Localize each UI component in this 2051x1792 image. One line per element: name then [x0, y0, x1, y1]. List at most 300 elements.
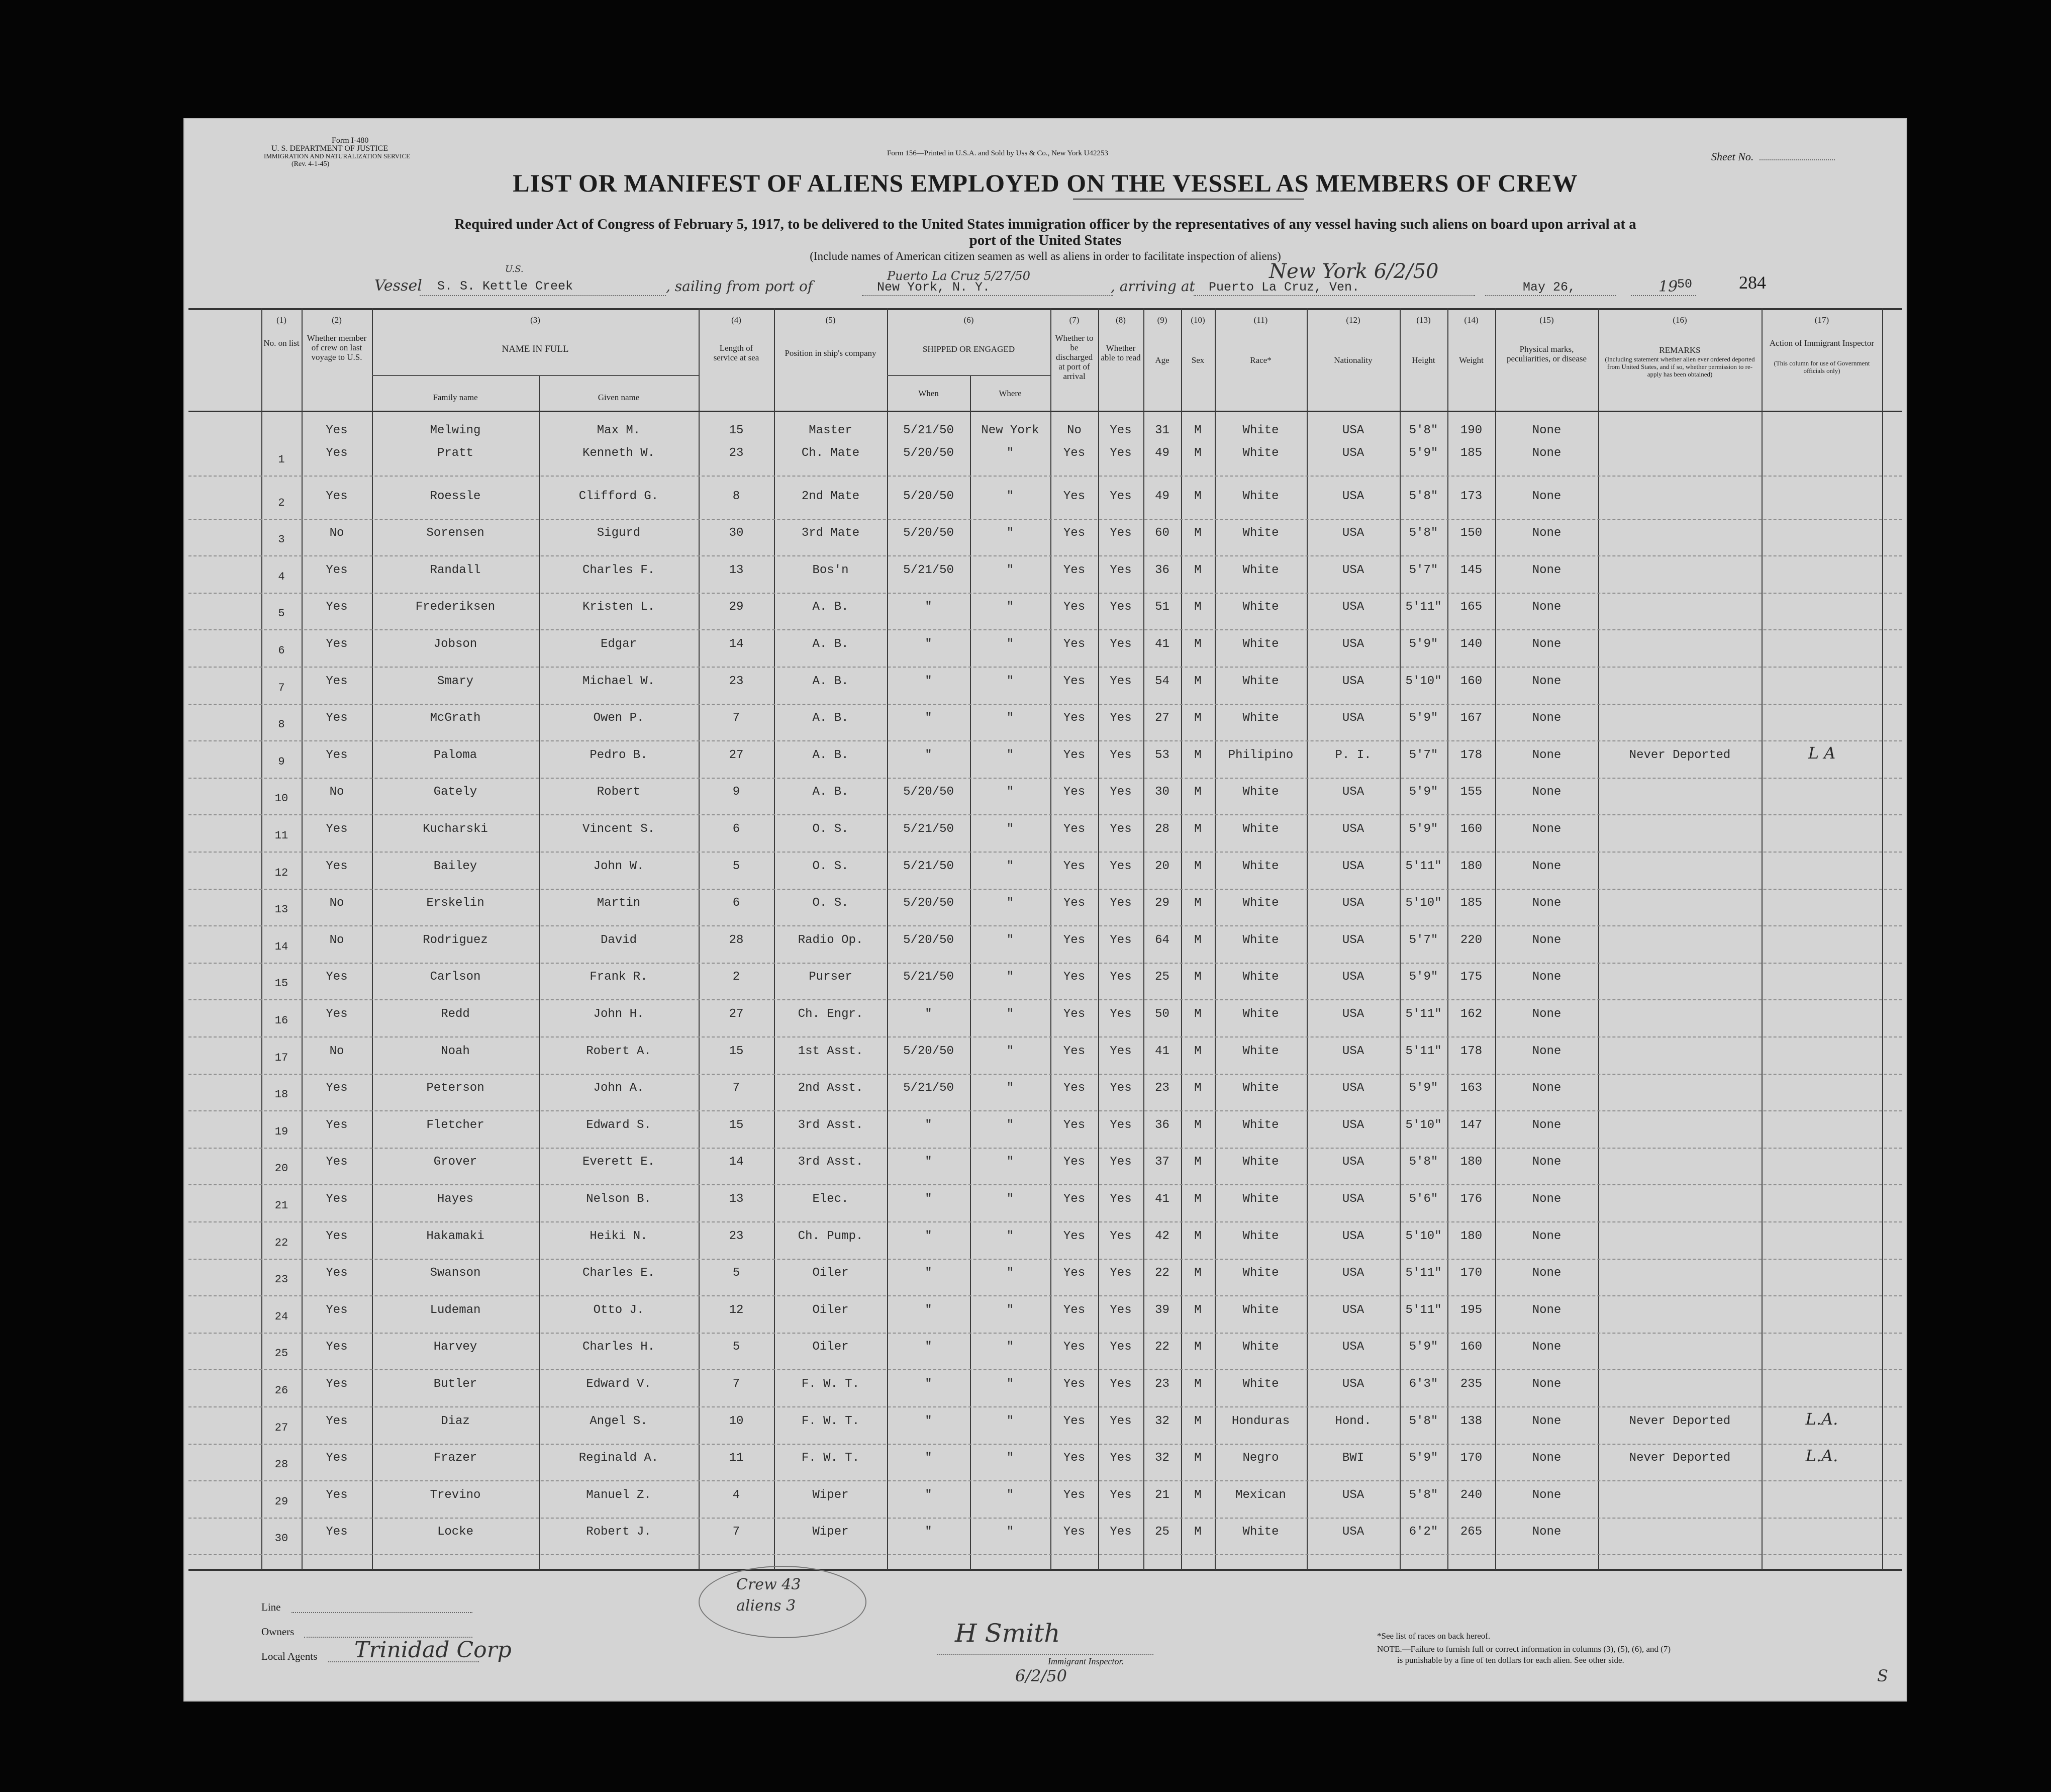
race: White — [1242, 600, 1279, 614]
family-name: Pratt — [437, 446, 473, 460]
length-of-service: 15 — [729, 1044, 744, 1058]
shipped-where: " — [1006, 1192, 1014, 1206]
shipped-when: " — [925, 1377, 932, 1391]
table-row — [183, 526, 1907, 562]
physical-marks: None — [1532, 600, 1561, 614]
length-of-service: 4 — [732, 1488, 740, 1502]
weight: 220 — [1460, 933, 1483, 947]
discharged: Yes — [1063, 1525, 1086, 1539]
col-7-number: (7) — [1069, 315, 1080, 325]
height: 5'8" — [1409, 489, 1438, 503]
sex: M — [1194, 933, 1202, 947]
family-name: Harvey — [433, 1340, 477, 1354]
list-number: 2 — [278, 496, 285, 509]
discharged: Yes — [1063, 674, 1086, 688]
age: 30 — [1155, 785, 1169, 799]
given-name: Edward S. — [586, 1118, 651, 1132]
height: 5'9" — [1409, 1451, 1438, 1465]
discharged: Yes — [1063, 1007, 1086, 1021]
family-name: Smary — [437, 674, 473, 688]
position: 3rd Asst. — [798, 1118, 863, 1132]
discharged: Yes — [1063, 822, 1086, 836]
family-name: Diaz — [441, 1414, 470, 1428]
discharged: Yes — [1063, 1451, 1086, 1465]
weight: 170 — [1460, 1266, 1483, 1280]
table-row — [183, 860, 1907, 896]
position: O. S. — [812, 859, 849, 873]
table-row — [183, 675, 1907, 711]
row-separator — [188, 889, 1902, 890]
position: Ch. Pump. — [798, 1229, 863, 1243]
col-9-header: Age — [1155, 355, 1169, 365]
inspector-label: Immigrant Inspector. — [1048, 1656, 1124, 1666]
discharged: Yes — [1063, 1303, 1086, 1317]
given-name: Everett E. — [582, 1155, 655, 1169]
crew-last-voyage: Yes — [326, 711, 348, 725]
col-10-header: Sex — [1191, 355, 1205, 365]
length-of-service: 10 — [729, 1414, 744, 1428]
list-number: 16 — [274, 1014, 288, 1027]
sex: M — [1194, 637, 1202, 651]
crew-last-voyage: Yes — [326, 563, 348, 577]
position: Wiper — [812, 1488, 849, 1502]
discharged: Yes — [1063, 1118, 1086, 1132]
age: 28 — [1155, 822, 1169, 836]
physical-marks: None — [1532, 970, 1561, 984]
height: 5'9" — [1409, 711, 1438, 725]
family-name: Locke — [437, 1525, 473, 1539]
col-9-number: (9) — [1157, 315, 1167, 325]
able-to-read: Yes — [1110, 1340, 1132, 1354]
sex: M — [1194, 1451, 1202, 1465]
nationality: USA — [1342, 1081, 1364, 1095]
sailing-hand-note: Puerto La Cruz 5/27/50 — [887, 269, 1030, 283]
table-header-rule — [188, 411, 1902, 412]
sheet-number-label — [1711, 150, 1835, 163]
position: Wiper — [812, 1525, 849, 1539]
length-of-service: 23 — [729, 1229, 744, 1243]
shipped-when: " — [925, 1525, 932, 1539]
vessel-hand-note: U.S. — [505, 264, 524, 274]
col-1-number: (1) — [276, 315, 286, 325]
row-separator — [188, 1333, 1902, 1334]
given-name: John W. — [593, 859, 644, 873]
position: 2nd Mate — [801, 489, 860, 503]
race: White — [1242, 1229, 1279, 1243]
position: A. B. — [812, 785, 849, 799]
table-row — [183, 1488, 1907, 1525]
table-row — [183, 822, 1907, 859]
nationality: USA — [1342, 600, 1364, 614]
physical-marks: None — [1532, 1340, 1561, 1354]
shipped-where: " — [1006, 446, 1014, 460]
weight: 235 — [1460, 1377, 1483, 1391]
shipped-when: " — [925, 1266, 932, 1280]
shipped-where: " — [1006, 1488, 1014, 1502]
discharged: Yes — [1063, 970, 1086, 984]
sex: M — [1194, 1192, 1202, 1206]
fine-note-2: is punishable by a fine of ten dollars for each alien. See other side. — [1397, 1655, 1624, 1665]
physical-marks: None — [1532, 711, 1561, 725]
list-number: 24 — [274, 1310, 288, 1323]
able-to-read: Yes — [1110, 489, 1132, 503]
given-name: Martin — [597, 896, 641, 910]
table-row — [183, 1266, 1907, 1302]
nationality: USA — [1342, 822, 1364, 836]
crew-last-voyage: Yes — [326, 1488, 348, 1502]
given-name: Michael W. — [582, 674, 655, 688]
discharged: Yes — [1063, 563, 1086, 577]
able-to-read: Yes — [1110, 637, 1132, 651]
shipped-where: " — [1006, 1229, 1014, 1243]
discharged: Yes — [1063, 748, 1086, 762]
list-number: 18 — [274, 1088, 288, 1101]
manifest-sheet — [183, 118, 1907, 1702]
age: 36 — [1155, 563, 1169, 577]
family-name: Kucharski — [423, 822, 488, 836]
discharged: No — [1067, 424, 1082, 437]
vessel-name: S. S. Kettle Creek — [437, 279, 573, 294]
able-to-read: Yes — [1110, 1266, 1132, 1280]
crew-last-voyage: No — [329, 785, 344, 799]
given-name: Clifford G. — [578, 489, 659, 503]
position: 2nd Asst. — [798, 1081, 863, 1095]
table-row — [183, 1192, 1907, 1229]
discharged: Yes — [1063, 637, 1086, 651]
family-name: McGrath — [430, 711, 481, 725]
family-name: Frederiksen — [415, 600, 496, 614]
height: 5'11" — [1405, 1007, 1442, 1021]
able-to-read: Yes — [1110, 424, 1132, 437]
arriving-port: Puerto La Cruz, Ven. — [1209, 280, 1360, 295]
shipped-where: " — [1006, 933, 1014, 947]
crew-last-voyage: Yes — [326, 424, 348, 437]
discharged: Yes — [1063, 1414, 1086, 1428]
physical-marks: None — [1532, 1044, 1561, 1058]
shipped-when: " — [925, 1340, 932, 1354]
col-17-note: (This column for use of Government officials only) — [1774, 359, 1870, 374]
physical-marks: None — [1532, 933, 1561, 947]
age: 41 — [1155, 1192, 1169, 1206]
table-row — [183, 1230, 1907, 1266]
nationality: USA — [1342, 674, 1364, 688]
age: 49 — [1155, 446, 1169, 460]
length-of-service: 8 — [732, 489, 740, 503]
length-of-service: 5 — [732, 1266, 740, 1280]
shipped-when: 5/20/50 — [903, 896, 954, 910]
discharged: Yes — [1063, 489, 1086, 503]
discharged: Yes — [1063, 896, 1086, 910]
given-name: Charles E. — [582, 1266, 655, 1280]
height: 5'9" — [1409, 785, 1438, 799]
family-name: Bailey — [433, 859, 477, 873]
given-name: Manuel Z. — [586, 1488, 651, 1502]
nationality: BWI — [1342, 1451, 1364, 1465]
age: 51 — [1155, 600, 1169, 614]
list-number: 23 — [274, 1273, 288, 1286]
family-name: Jobson — [433, 637, 477, 651]
crew-last-voyage: Yes — [326, 1303, 348, 1317]
remarks: Never Deported — [1629, 748, 1731, 762]
sex: M — [1194, 489, 1202, 503]
sex: M — [1194, 1266, 1202, 1280]
nationality: USA — [1342, 1525, 1364, 1539]
list-number: 4 — [278, 570, 285, 583]
able-to-read: Yes — [1110, 1414, 1132, 1428]
given-name: Robert J. — [586, 1525, 651, 1539]
crew-last-voyage: No — [329, 526, 344, 540]
position: Radio Op. — [798, 933, 863, 947]
shipped-when: 5/21/50 — [903, 563, 954, 577]
inspector-action: L.A. — [1805, 1409, 1838, 1429]
list-number: 6 — [278, 644, 285, 657]
col-16-header: REMARKS — [1659, 345, 1701, 355]
given-name: Edgar — [600, 637, 637, 651]
height: 5'8" — [1409, 1155, 1438, 1169]
shipped-when: " — [925, 748, 932, 762]
position: F. W. T. — [801, 1377, 860, 1391]
table-row — [183, 743, 1907, 785]
race: White — [1242, 785, 1279, 799]
race: White — [1242, 489, 1279, 503]
crew-last-voyage: Yes — [326, 1229, 348, 1243]
given-name: David — [600, 933, 637, 947]
length-of-service: 11 — [729, 1451, 744, 1465]
row-separator — [188, 1110, 1902, 1111]
position: Oiler — [812, 1266, 849, 1280]
given-name: Robert A. — [586, 1044, 651, 1058]
given-name: Otto J. — [593, 1303, 644, 1317]
col-12-header: Nationality — [1334, 355, 1373, 365]
length-of-service: 6 — [732, 896, 740, 910]
age: 31 — [1155, 424, 1169, 437]
row-separator — [188, 925, 1902, 926]
length-of-service: 23 — [729, 674, 744, 688]
table-row — [183, 1118, 1907, 1155]
col-15-number: (15) — [1539, 315, 1554, 325]
length-of-service: 30 — [729, 526, 744, 540]
position: A. B. — [812, 674, 849, 688]
nationality: USA — [1342, 526, 1364, 540]
sex: M — [1194, 859, 1202, 873]
able-to-read: Yes — [1110, 563, 1132, 577]
position: O. S. — [812, 896, 849, 910]
crew-last-voyage: Yes — [326, 446, 348, 460]
race: White — [1242, 1525, 1279, 1539]
shipped-where: " — [1006, 1044, 1014, 1058]
form-number: Form I-480 — [332, 136, 369, 145]
discharged: Yes — [1063, 1377, 1086, 1391]
crew-last-voyage: Yes — [326, 637, 348, 651]
crew-last-voyage: Yes — [326, 1377, 348, 1391]
list-number: 7 — [278, 681, 285, 694]
length-of-service: 14 — [729, 637, 744, 651]
given-name: Charles F. — [582, 563, 655, 577]
sex: M — [1194, 424, 1202, 437]
nationality: USA — [1342, 933, 1364, 947]
height: 5'11" — [1405, 1266, 1442, 1280]
given-name: Pedro B. — [590, 748, 648, 762]
race: White — [1242, 896, 1279, 910]
crew-count: Crew 43 — [736, 1576, 801, 1593]
subtitle-line-1: Required under Act of Congress of February 5, 1917, to be delivered to the United States immigration officer by the representatives of any vessel having such aliens on board upon arrival at a — [454, 216, 1636, 232]
shipped-when: 5/20/50 — [903, 933, 954, 947]
given-name: Charles H. — [582, 1340, 655, 1354]
length-of-service: 7 — [732, 1081, 740, 1095]
col-6b-header: Where — [999, 389, 1022, 398]
height: 5'9" — [1409, 637, 1438, 651]
shipped-when: " — [925, 711, 932, 725]
physical-marks: None — [1532, 1488, 1561, 1502]
weight: 147 — [1460, 1118, 1483, 1132]
discharged: Yes — [1063, 526, 1086, 540]
physical-marks: None — [1532, 563, 1561, 577]
row-separator — [188, 1148, 1902, 1149]
family-name: Erskelin — [426, 896, 484, 910]
height: 5'7" — [1409, 933, 1438, 947]
list-number: 5 — [278, 607, 285, 620]
position: A. B. — [812, 748, 849, 762]
family-name: Frazer — [433, 1451, 477, 1465]
given-name: Kristen L. — [582, 600, 655, 614]
position: O. S. — [812, 822, 849, 836]
able-to-read: Yes — [1110, 933, 1132, 947]
table-row — [183, 1340, 1907, 1376]
year: 50 — [1677, 277, 1693, 292]
arriving-port-line — [1194, 295, 1475, 296]
col-5-number: (5) — [825, 315, 836, 325]
list-number: 29 — [274, 1495, 288, 1508]
weight: 190 — [1460, 424, 1483, 437]
list-number: 13 — [274, 903, 288, 916]
position: A. B. — [812, 637, 849, 651]
weight: 175 — [1460, 970, 1483, 984]
position: Ch. Mate — [801, 446, 860, 460]
nationality: USA — [1342, 489, 1364, 503]
position: A. B. — [812, 711, 849, 725]
list-number: 28 — [274, 1458, 288, 1471]
height: 5'10" — [1405, 896, 1442, 910]
race: White — [1242, 674, 1279, 688]
age: 27 — [1155, 711, 1169, 725]
shipped-where: " — [1006, 600, 1014, 614]
col-14-number: (14) — [1464, 315, 1479, 325]
crew-last-voyage: Yes — [326, 1118, 348, 1132]
shipped-when: " — [925, 637, 932, 651]
able-to-read: Yes — [1110, 1229, 1132, 1243]
able-to-read: Yes — [1110, 1451, 1132, 1465]
row-separator — [188, 1480, 1902, 1481]
row-separator — [188, 852, 1902, 853]
shipped-when: 5/21/50 — [903, 970, 954, 984]
weight: 180 — [1460, 1229, 1483, 1243]
length-of-service: 23 — [729, 446, 744, 460]
physical-marks: None — [1532, 446, 1561, 460]
sex: M — [1194, 1007, 1202, 1021]
col-8-number: (8) — [1116, 315, 1126, 325]
shipped-header-rule — [887, 375, 1050, 376]
col-15-header: Physical marks, peculiarities, or disease — [1506, 344, 1587, 363]
row-separator — [188, 704, 1902, 705]
able-to-read: Yes — [1110, 1488, 1132, 1502]
physical-marks: None — [1532, 424, 1561, 437]
nationality: USA — [1342, 1229, 1364, 1243]
given-name: Owen P. — [593, 711, 644, 725]
shipped-when: 5/21/50 — [903, 859, 954, 873]
physical-marks: None — [1532, 526, 1561, 540]
physical-marks: None — [1532, 896, 1561, 910]
age: 64 — [1155, 933, 1169, 947]
manifest-table — [183, 308, 1907, 1575]
height: 5'10" — [1405, 1229, 1442, 1243]
height: 5'7" — [1409, 748, 1438, 762]
shipped-when: " — [925, 600, 932, 614]
sex: M — [1194, 674, 1202, 688]
age: 50 — [1155, 1007, 1169, 1021]
nationality: USA — [1342, 1044, 1364, 1058]
crew-last-voyage: Yes — [326, 1266, 348, 1280]
sex: M — [1194, 526, 1202, 540]
physical-marks: None — [1532, 1192, 1561, 1206]
list-number: 27 — [274, 1421, 288, 1434]
physical-marks: None — [1532, 1451, 1561, 1465]
col-6a-header: When — [918, 389, 939, 398]
list-number: 11 — [274, 829, 288, 842]
discharged: Yes — [1063, 1192, 1086, 1206]
col-3a-header: Family name — [433, 393, 478, 402]
table-row — [183, 1303, 1907, 1340]
list-number: 14 — [274, 940, 288, 953]
row-separator — [188, 740, 1902, 741]
height: 5'7" — [1409, 563, 1438, 577]
row-separator — [188, 629, 1902, 630]
crew-last-voyage: Yes — [326, 970, 348, 984]
list-number: 10 — [274, 792, 288, 805]
col-11-number: (11) — [1253, 315, 1268, 325]
shipped-when: " — [925, 1007, 932, 1021]
length-of-service: 14 — [729, 1155, 744, 1169]
family-name: Carlson — [430, 970, 481, 984]
crew-last-voyage: No — [329, 933, 344, 947]
crew-last-voyage: Yes — [326, 1414, 348, 1428]
family-name: Swanson — [430, 1266, 481, 1280]
shipped-where: " — [1006, 674, 1014, 688]
age: 22 — [1155, 1340, 1169, 1354]
alien-count: aliens 3 — [736, 1597, 796, 1615]
col-12-number: (12) — [1346, 315, 1360, 325]
row-separator — [188, 814, 1902, 815]
given-name: Sigurd — [597, 526, 641, 540]
discharged: Yes — [1063, 1081, 1086, 1095]
nationality: USA — [1342, 896, 1364, 910]
row-separator — [188, 1295, 1902, 1296]
weight: 185 — [1460, 896, 1483, 910]
family-name: Noah — [441, 1044, 470, 1058]
physical-marks: None — [1532, 1229, 1561, 1243]
physical-marks: None — [1532, 1081, 1561, 1095]
col-4-number: (4) — [731, 315, 741, 325]
weight: 150 — [1460, 526, 1483, 540]
inspector-action: L.A. — [1805, 1446, 1838, 1466]
position: Master — [809, 424, 852, 437]
age: 32 — [1155, 1414, 1169, 1428]
list-number: 9 — [278, 755, 285, 768]
race: White — [1242, 637, 1279, 651]
height: 5'8" — [1409, 1414, 1438, 1428]
row-separator — [188, 1406, 1902, 1407]
shipped-where: " — [1006, 1081, 1014, 1095]
shipped-when: 5/20/50 — [903, 526, 954, 540]
